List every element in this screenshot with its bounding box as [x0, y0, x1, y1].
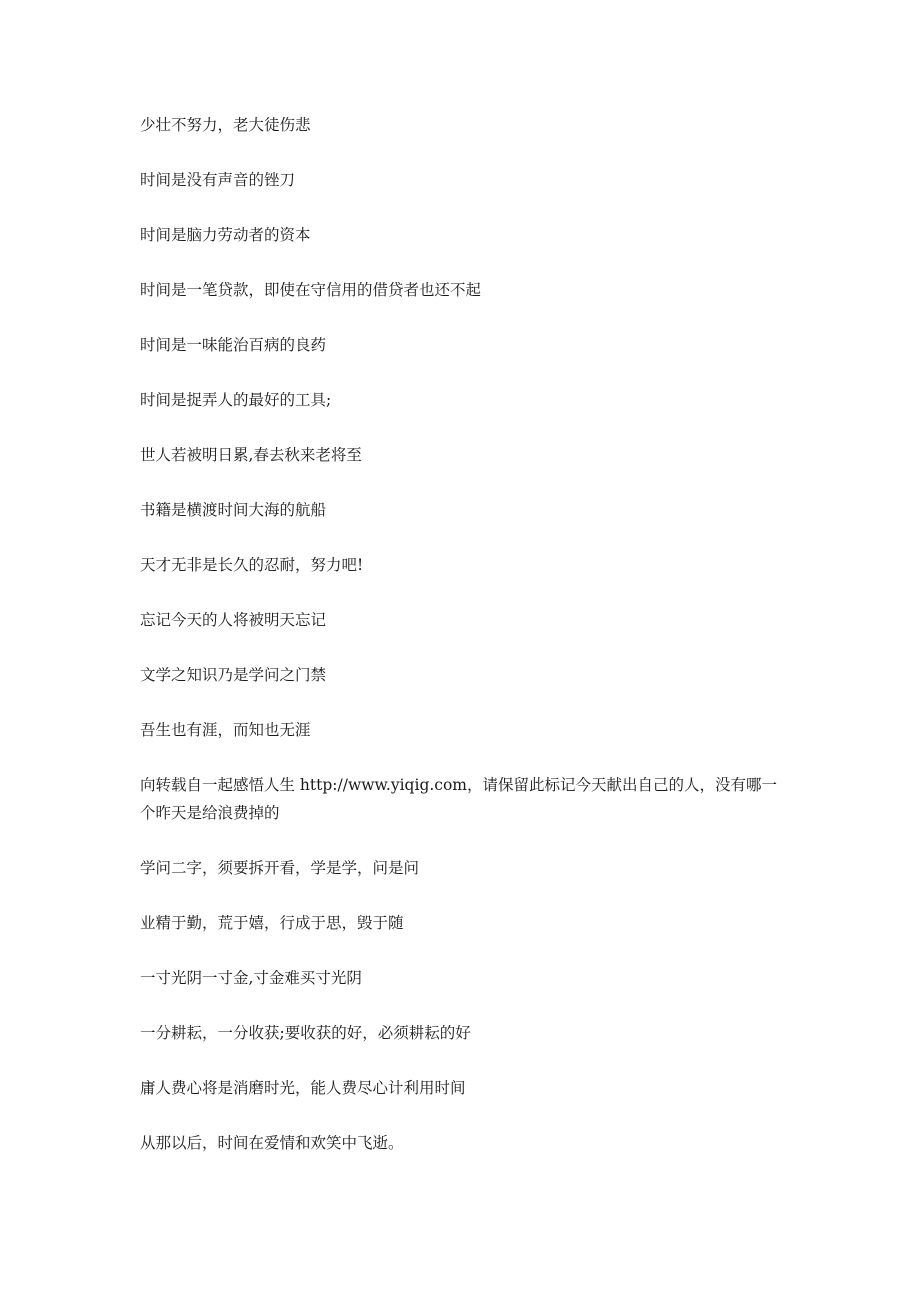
- text-line: 一分耕耘，一分收获;要收获的好，必须耕耘的好: [140, 1024, 471, 1042]
- text-line: 从那以后，时间在爱情和欢笑中飞逝。: [140, 1134, 404, 1152]
- text-line: 一寸光阴一寸金,寸金难买寸光阴: [140, 969, 362, 987]
- text-line: 业精于勤，荒于嬉，行成于思，毁于随: [140, 914, 404, 932]
- text-line-with-link: 向转载自一起感悟人生 http://www.yiqig.com，请保留此标记今天献出自己的人，没有哪一个昨天是给浪费掉的: [140, 776, 778, 822]
- text-line: 时间是捉弄人的最好的工具;: [140, 391, 332, 409]
- text-line: 吾生也有涯，而知也无涯: [140, 721, 311, 739]
- text-line: 少壮不努力，老大徒伤悲: [140, 116, 311, 134]
- text-line: 文学之知识乃是学问之门禁: [140, 666, 327, 684]
- text-line: 庸人费心将是消磨时光，能人费尽心计利用时间: [140, 1079, 466, 1097]
- text-line: 忘记今天的人将被明天忘记: [140, 611, 327, 629]
- text-line: 时间是一笔贷款，即使在守信用的借贷者也还不起: [140, 281, 482, 299]
- document-body: [140, 111, 790, 1184]
- text-line: 世人若被明日累,春去秋来老将至: [140, 446, 362, 464]
- text-line: 时间是没有声音的锉刀: [140, 171, 296, 189]
- text-line: 天才无非是长久的忍耐，努力吧!: [140, 556, 364, 574]
- text-line: 时间是脑力劳动者的资本: [140, 226, 311, 244]
- text-line: 时间是一味能治百病的良药: [140, 336, 327, 354]
- text-line: 学问二字，须要拆开看，学是学，问是问: [140, 859, 420, 877]
- text-line: 书籍是横渡时间大海的航船: [140, 501, 327, 519]
